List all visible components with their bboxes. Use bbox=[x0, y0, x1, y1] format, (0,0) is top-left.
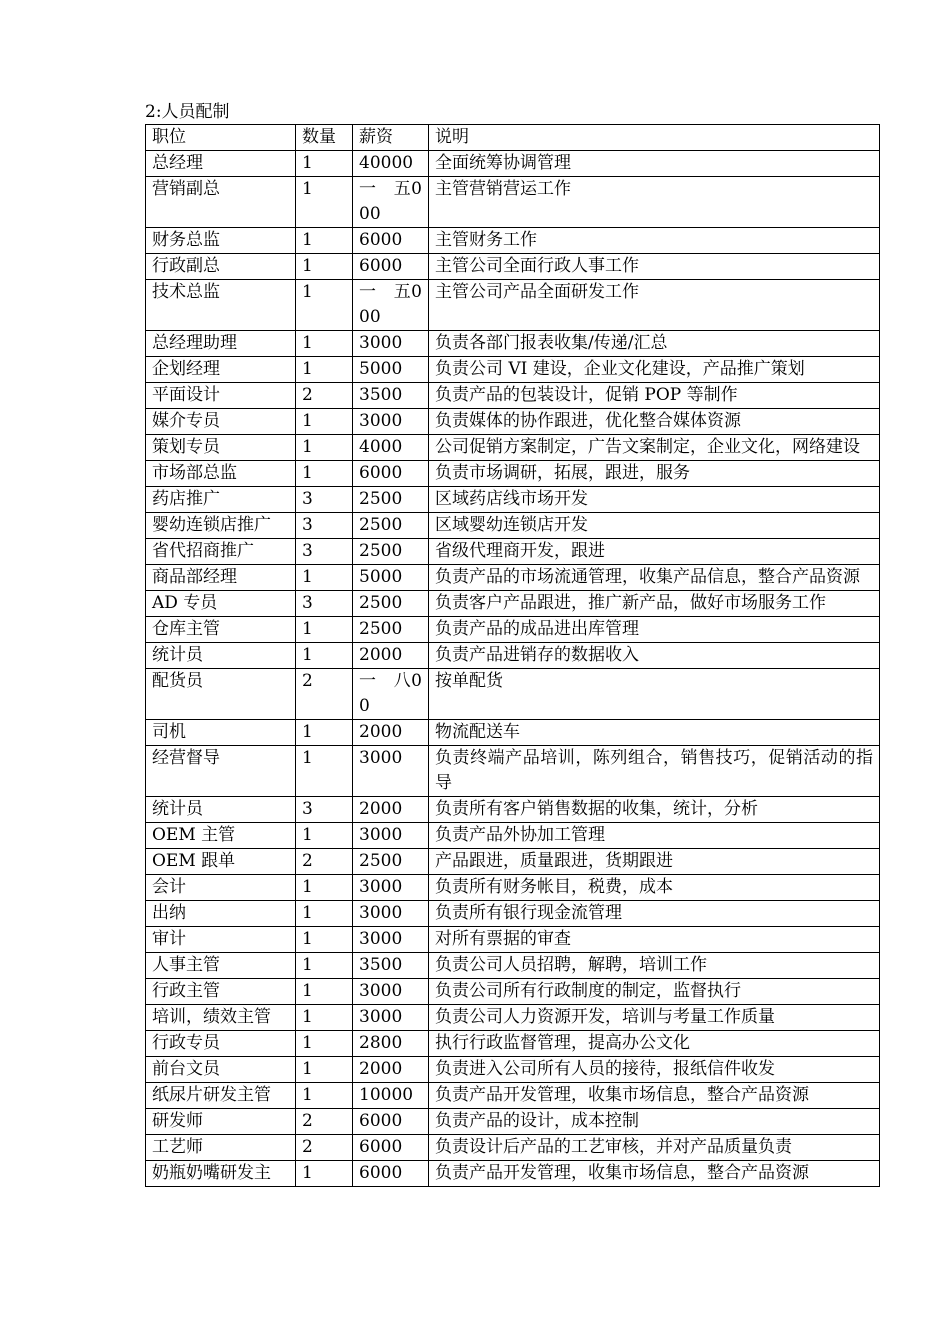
section-title: 2:人员配制 bbox=[145, 102, 230, 122]
quantity-cell: 1 bbox=[296, 151, 353, 177]
quantity-cell: 1 bbox=[296, 435, 353, 461]
table-row bbox=[146, 591, 880, 617]
quantity-cell: 1 bbox=[296, 901, 353, 927]
position-cell: 省代招商推广 bbox=[146, 539, 296, 565]
quantity-cell: 1 bbox=[296, 1005, 353, 1031]
quantity-cell: 2 bbox=[296, 1109, 353, 1135]
salary-cell: 6000 bbox=[353, 461, 429, 487]
salary-cell: 一 五000 bbox=[353, 177, 429, 228]
quantity-cell: 2 bbox=[296, 669, 353, 720]
salary-cell: 3000 bbox=[353, 746, 429, 797]
table-row bbox=[146, 849, 880, 875]
table-row bbox=[146, 254, 880, 280]
staffing-table bbox=[145, 124, 880, 1187]
description-cell: 负责公司人力资源开发，培训与考量工作质量 bbox=[429, 1005, 880, 1031]
table-row bbox=[146, 565, 880, 591]
position-cell: 纸尿片研发主管 bbox=[146, 1083, 296, 1109]
description-cell: 负责所有客户销售数据的收集，统计，分析 bbox=[429, 797, 880, 823]
salary-cell: 2000 bbox=[353, 643, 429, 669]
salary-cell: 4000 bbox=[353, 435, 429, 461]
position-cell: 市场部总监 bbox=[146, 461, 296, 487]
table-row bbox=[146, 383, 880, 409]
table-row bbox=[146, 409, 880, 435]
position-cell: 人事主管 bbox=[146, 953, 296, 979]
position-cell: 经营督导 bbox=[146, 746, 296, 797]
salary-cell: 2000 bbox=[353, 1057, 429, 1083]
description-cell: 省级代理商开发，跟进 bbox=[429, 539, 880, 565]
position-cell: 行政专员 bbox=[146, 1031, 296, 1057]
description-cell: 负责产品开发管理，收集市场信息，整合产品资源 bbox=[429, 1083, 880, 1109]
quantity-cell: 1 bbox=[296, 254, 353, 280]
salary-cell: 6000 bbox=[353, 1109, 429, 1135]
salary-cell: 3000 bbox=[353, 901, 429, 927]
table-row bbox=[146, 617, 880, 643]
description-cell: 主管营销营运工作 bbox=[429, 177, 880, 228]
quantity-cell: 1 bbox=[296, 875, 353, 901]
description-cell: 负责产品外协加工管理 bbox=[429, 823, 880, 849]
position-cell: 商品部经理 bbox=[146, 565, 296, 591]
description-cell: 负责产品进销存的数据收入 bbox=[429, 643, 880, 669]
salary-cell: 2800 bbox=[353, 1031, 429, 1057]
position-cell: 出纳 bbox=[146, 901, 296, 927]
quantity-cell: 3 bbox=[296, 797, 353, 823]
table-row bbox=[146, 177, 880, 228]
description-cell: 全面统筹协调管理 bbox=[429, 151, 880, 177]
description-cell: 主管公司全面行政人事工作 bbox=[429, 254, 880, 280]
description-cell: 负责客户产品跟进，推广新产品，做好市场服务工作 bbox=[429, 591, 880, 617]
description-cell: 负责产品的市场流通管理，收集产品信息，整合产品资源 bbox=[429, 565, 880, 591]
table-row bbox=[146, 746, 880, 797]
quantity-cell: 1 bbox=[296, 1057, 353, 1083]
table-row bbox=[146, 539, 880, 565]
salary-cell: 3000 bbox=[353, 823, 429, 849]
position-cell: OEM 跟单 bbox=[146, 849, 296, 875]
table-row bbox=[146, 1005, 880, 1031]
header-description-cell: 说明 bbox=[429, 125, 880, 151]
salary-cell: 3500 bbox=[353, 383, 429, 409]
quantity-cell: 1 bbox=[296, 1161, 353, 1187]
quantity-cell: 1 bbox=[296, 409, 353, 435]
description-cell: 负责媒体的协作跟进，优化整合媒体资源 bbox=[429, 409, 880, 435]
quantity-cell: 1 bbox=[296, 357, 353, 383]
salary-cell: 3000 bbox=[353, 409, 429, 435]
table-row bbox=[146, 979, 880, 1005]
salary-cell: 2000 bbox=[353, 720, 429, 746]
header-quantity-cell: 数量 bbox=[296, 125, 353, 151]
description-cell: 物流配送车 bbox=[429, 720, 880, 746]
header-salary-cell: 薪资 bbox=[353, 125, 429, 151]
quantity-cell: 1 bbox=[296, 720, 353, 746]
table-row bbox=[146, 1031, 880, 1057]
table-row bbox=[146, 927, 880, 953]
position-cell: 统计员 bbox=[146, 797, 296, 823]
salary-cell: 40000 bbox=[353, 151, 429, 177]
salary-cell: 一 五000 bbox=[353, 280, 429, 331]
position-cell: 策划专员 bbox=[146, 435, 296, 461]
table-row bbox=[146, 875, 880, 901]
table-row bbox=[146, 487, 880, 513]
salary-cell: 5000 bbox=[353, 357, 429, 383]
description-cell: 负责进入公司所有人员的接待，报纸信件收发 bbox=[429, 1057, 880, 1083]
quantity-cell: 2 bbox=[296, 383, 353, 409]
description-cell: 负责产品开发管理，收集市场信息，整合产品资源 bbox=[429, 1161, 880, 1187]
table-row bbox=[146, 797, 880, 823]
quantity-cell: 3 bbox=[296, 539, 353, 565]
table-row bbox=[146, 1135, 880, 1161]
description-cell: 区域药店线市场开发 bbox=[429, 487, 880, 513]
position-cell: 行政主管 bbox=[146, 979, 296, 1005]
position-cell: 司机 bbox=[146, 720, 296, 746]
quantity-cell: 1 bbox=[296, 331, 353, 357]
description-cell: 产品跟进，质量跟进，货期跟进 bbox=[429, 849, 880, 875]
quantity-cell: 3 bbox=[296, 487, 353, 513]
quantity-cell: 1 bbox=[296, 461, 353, 487]
position-cell: 技术总监 bbox=[146, 280, 296, 331]
quantity-cell: 1 bbox=[296, 1031, 353, 1057]
description-cell: 负责设计后产品的工艺审核，并对产品质量负责 bbox=[429, 1135, 880, 1161]
description-cell: 负责公司所有行政制度的制定，监督执行 bbox=[429, 979, 880, 1005]
description-cell: 负责公司 VI 建设，企业文化建设，产品推广策划 bbox=[429, 357, 880, 383]
salary-cell: 2500 bbox=[353, 849, 429, 875]
position-cell: 营销副总 bbox=[146, 177, 296, 228]
table-row bbox=[146, 357, 880, 383]
quantity-cell: 3 bbox=[296, 513, 353, 539]
quantity-cell: 1 bbox=[296, 979, 353, 1005]
quantity-cell: 2 bbox=[296, 1135, 353, 1161]
position-cell: 财务总监 bbox=[146, 228, 296, 254]
description-cell: 负责终端产品培训，陈列组合，销售技巧，促销活动的指导 bbox=[429, 746, 880, 797]
position-cell: 企划经理 bbox=[146, 357, 296, 383]
salary-cell: 6000 bbox=[353, 254, 429, 280]
table-row bbox=[146, 643, 880, 669]
description-cell: 负责市场调研，拓展，跟进，服务 bbox=[429, 461, 880, 487]
table-header-row bbox=[146, 125, 880, 151]
description-cell: 负责产品的包装设计，促销 POP 等制作 bbox=[429, 383, 880, 409]
description-cell: 对所有票据的审查 bbox=[429, 927, 880, 953]
salary-cell: 3000 bbox=[353, 331, 429, 357]
position-cell: 工艺师 bbox=[146, 1135, 296, 1161]
description-cell: 公司促销方案制定，广告文案制定，企业文化，网络建设 bbox=[429, 435, 880, 461]
position-cell: 总经理 bbox=[146, 151, 296, 177]
position-cell: 统计员 bbox=[146, 643, 296, 669]
table-row bbox=[146, 461, 880, 487]
position-cell: OEM 主管 bbox=[146, 823, 296, 849]
salary-cell: 3000 bbox=[353, 927, 429, 953]
position-cell: 媒介专员 bbox=[146, 409, 296, 435]
table-row bbox=[146, 228, 880, 254]
quantity-cell: 1 bbox=[296, 565, 353, 591]
salary-cell: 10000 bbox=[353, 1083, 429, 1109]
salary-cell: 一 八00 bbox=[353, 669, 429, 720]
table-row bbox=[146, 1057, 880, 1083]
table-row bbox=[146, 435, 880, 461]
description-cell: 主管公司产品全面研发工作 bbox=[429, 280, 880, 331]
table-row bbox=[146, 280, 880, 331]
quantity-cell: 1 bbox=[296, 617, 353, 643]
salary-cell: 6000 bbox=[353, 228, 429, 254]
description-cell: 负责产品的设计，成本控制 bbox=[429, 1109, 880, 1135]
position-cell: 研发师 bbox=[146, 1109, 296, 1135]
table-row bbox=[146, 1161, 880, 1187]
quantity-cell: 1 bbox=[296, 927, 353, 953]
table-row bbox=[146, 953, 880, 979]
salary-cell: 3000 bbox=[353, 875, 429, 901]
quantity-cell: 1 bbox=[296, 643, 353, 669]
salary-cell: 2500 bbox=[353, 591, 429, 617]
position-cell: 配货员 bbox=[146, 669, 296, 720]
quantity-cell: 3 bbox=[296, 591, 353, 617]
description-cell: 负责各部门报表收集/传递/汇总 bbox=[429, 331, 880, 357]
table-row bbox=[146, 513, 880, 539]
description-cell: 负责所有银行现金流管理 bbox=[429, 901, 880, 927]
table-row bbox=[146, 331, 880, 357]
salary-cell: 3000 bbox=[353, 979, 429, 1005]
position-cell: 平面设计 bbox=[146, 383, 296, 409]
table-row bbox=[146, 1083, 880, 1109]
description-cell: 负责产品的成品进出库管理 bbox=[429, 617, 880, 643]
table-row bbox=[146, 720, 880, 746]
salary-cell: 2500 bbox=[353, 539, 429, 565]
salary-cell: 3000 bbox=[353, 1005, 429, 1031]
quantity-cell: 1 bbox=[296, 823, 353, 849]
salary-cell: 2000 bbox=[353, 797, 429, 823]
description-cell: 按单配货 bbox=[429, 669, 880, 720]
position-cell: AD 专员 bbox=[146, 591, 296, 617]
salary-cell: 2500 bbox=[353, 487, 429, 513]
salary-cell: 2500 bbox=[353, 617, 429, 643]
position-cell: 会计 bbox=[146, 875, 296, 901]
position-cell: 药店推广 bbox=[146, 487, 296, 513]
position-cell: 仓库主管 bbox=[146, 617, 296, 643]
position-cell: 奶瓶奶嘴研发主 bbox=[146, 1161, 296, 1187]
position-cell: 培训，绩效主管 bbox=[146, 1005, 296, 1031]
description-cell: 负责所有财务帐目，税费，成本 bbox=[429, 875, 880, 901]
table-row bbox=[146, 823, 880, 849]
quantity-cell: 1 bbox=[296, 746, 353, 797]
table-row bbox=[146, 1109, 880, 1135]
description-cell: 区域婴幼连锁店开发 bbox=[429, 513, 880, 539]
table-row bbox=[146, 151, 880, 177]
quantity-cell: 1 bbox=[296, 953, 353, 979]
position-cell: 婴幼连锁店推广 bbox=[146, 513, 296, 539]
quantity-cell: 1 bbox=[296, 228, 353, 254]
quantity-cell: 1 bbox=[296, 177, 353, 228]
salary-cell: 5000 bbox=[353, 565, 429, 591]
position-cell: 总经理助理 bbox=[146, 331, 296, 357]
table-row bbox=[146, 669, 880, 720]
table-row bbox=[146, 901, 880, 927]
description-cell: 负责公司人员招聘，解聘，培训工作 bbox=[429, 953, 880, 979]
salary-cell: 6000 bbox=[353, 1161, 429, 1187]
salary-cell: 3500 bbox=[353, 953, 429, 979]
salary-cell: 6000 bbox=[353, 1135, 429, 1161]
position-cell: 行政副总 bbox=[146, 254, 296, 280]
description-cell: 主管财务工作 bbox=[429, 228, 880, 254]
position-cell: 审计 bbox=[146, 927, 296, 953]
description-cell: 执行行政监督管理，提高办公文化 bbox=[429, 1031, 880, 1057]
position-cell: 前台文员 bbox=[146, 1057, 296, 1083]
salary-cell: 2500 bbox=[353, 513, 429, 539]
quantity-cell: 2 bbox=[296, 849, 353, 875]
quantity-cell: 1 bbox=[296, 1083, 353, 1109]
header-position-cell: 职位 bbox=[146, 125, 296, 151]
quantity-cell: 1 bbox=[296, 280, 353, 331]
